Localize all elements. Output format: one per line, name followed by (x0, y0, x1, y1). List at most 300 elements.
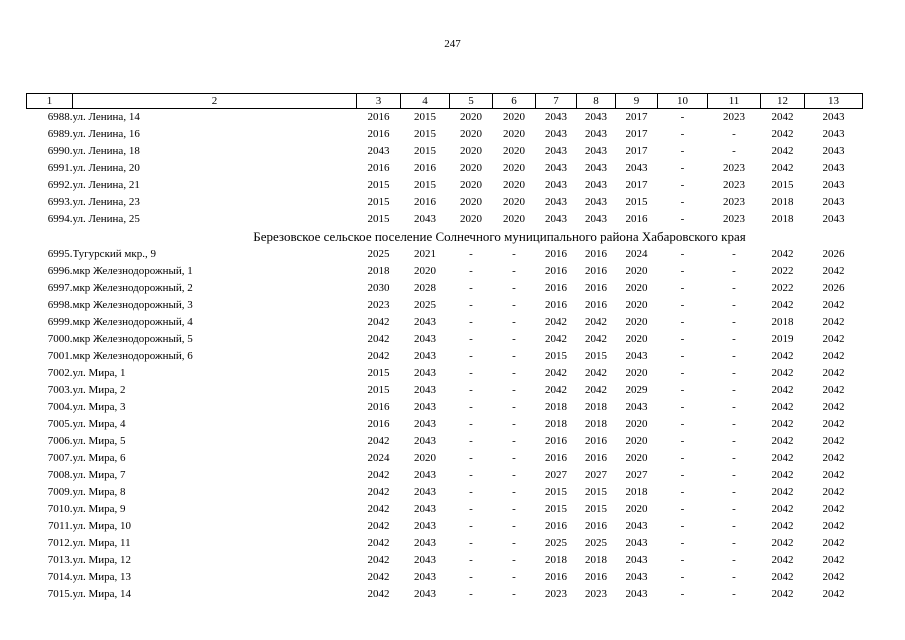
row-value: 2042 (585, 384, 607, 396)
row-value: 2043 (585, 128, 607, 140)
row-value: - (469, 282, 473, 294)
table-row (27, 194, 863, 211)
row-value: 2025 (367, 248, 390, 260)
row-value: 2042 (771, 384, 794, 396)
row-value: 2016 (367, 162, 390, 174)
row-value: - (512, 282, 516, 294)
table-row (27, 382, 863, 399)
table-row (27, 348, 863, 365)
row-value: 2023 (723, 213, 745, 225)
row-value: 2020 (460, 128, 482, 140)
row-address: ул. Мира, 8 (72, 486, 126, 498)
column-header: 3 (357, 94, 401, 109)
row-value: 2042 (771, 401, 794, 413)
row-number: 7000. (47, 333, 73, 345)
row-value: 2043 (414, 350, 436, 362)
row-number: 6992. (47, 179, 73, 191)
row-value: 2017 (625, 128, 648, 140)
row-address: Тугурский мкр., 9 (72, 248, 156, 260)
row-value: 2043 (414, 588, 436, 600)
row-address: ул. Мира, 1 (72, 367, 126, 379)
row-value: 2042 (367, 571, 390, 583)
table-row (27, 569, 863, 586)
row-value: 2042 (822, 503, 845, 515)
row-value: 2027 (545, 469, 567, 481)
row-value: 2018 (771, 196, 794, 208)
row-value: 2016 (585, 520, 607, 532)
row-value: 2042 (545, 367, 567, 379)
row-value: 2043 (367, 145, 390, 157)
row-value: - (680, 486, 685, 498)
row-number: 7005. (47, 418, 73, 430)
row-value: 2020 (625, 333, 648, 345)
row-value: 2043 (625, 401, 648, 413)
row-number: 7004. (47, 401, 73, 413)
row-value: 2043 (545, 162, 567, 174)
row-value: - (732, 282, 736, 294)
row-value: 2042 (771, 588, 794, 600)
row-number: 6999. (47, 316, 73, 328)
row-value: - (469, 554, 473, 566)
row-value: 2019 (771, 333, 794, 345)
row-value: 2042 (585, 316, 607, 328)
row-value: 2043 (585, 179, 607, 191)
row-value: 2043 (625, 537, 648, 549)
row-value: - (469, 418, 473, 430)
row-value: 2020 (460, 111, 482, 123)
row-value: - (469, 435, 473, 447)
row-value: 2042 (771, 350, 794, 362)
row-value: 2015 (414, 128, 436, 140)
row-value: 2018 (545, 401, 567, 413)
row-value: 2020 (460, 145, 482, 157)
row-value: 2042 (822, 299, 845, 311)
row-value: 2043 (625, 554, 648, 566)
row-value: 2042 (822, 537, 845, 549)
row-value: - (732, 384, 736, 396)
column-header: 9 (616, 94, 658, 109)
row-value: - (512, 418, 516, 430)
row-value: 2042 (585, 333, 607, 345)
row-value: - (680, 571, 685, 583)
row-value: - (469, 537, 473, 549)
row-value: 2042 (822, 469, 845, 481)
row-value: 2042 (367, 554, 390, 566)
row-value: - (469, 503, 473, 515)
row-value: 2016 (625, 213, 648, 225)
row-value: 2042 (822, 316, 845, 328)
row-value: 2020 (625, 282, 648, 294)
row-value: 2020 (460, 213, 482, 225)
column-header: 2 (73, 94, 357, 109)
row-value: - (512, 265, 516, 277)
row-number: 7009. (47, 486, 73, 498)
row-value: 2015 (367, 384, 390, 396)
row-address: ул. Ленина, 21 (72, 179, 140, 191)
column-header: 4 (401, 94, 450, 109)
row-number: 7002. (47, 367, 73, 379)
row-value: 2028 (414, 282, 436, 294)
row-number: 6995. (47, 248, 73, 260)
row-value: 2043 (822, 145, 845, 157)
row-value: 2043 (822, 213, 845, 225)
row-value: 2043 (414, 333, 436, 345)
row-value: 2042 (822, 486, 845, 498)
column-header: 8 (577, 94, 616, 109)
table-row (27, 535, 863, 552)
row-value: - (732, 350, 736, 362)
row-value: 2015 (367, 196, 390, 208)
row-value: 2015 (585, 486, 607, 498)
table-row (27, 314, 863, 331)
row-value: - (732, 248, 736, 260)
row-value: 2043 (414, 469, 436, 481)
row-address: ул. Ленина, 20 (72, 162, 140, 174)
table-row (27, 177, 863, 194)
section-title: Березовское сельское поселение Солнечного муниципального района Хабаровского края (253, 229, 746, 244)
row-address: ул. Мира, 12 (72, 554, 132, 566)
row-value: 2043 (585, 213, 607, 225)
row-value: 2015 (367, 179, 390, 191)
row-value: - (469, 350, 473, 362)
row-address: ул. Мира, 2 (72, 384, 126, 396)
row-value: - (732, 145, 736, 157)
row-value: - (512, 503, 516, 515)
row-number: 7014. (47, 571, 73, 583)
table-row (27, 263, 863, 280)
table-row (27, 586, 863, 603)
row-number: 7010. (47, 503, 73, 515)
row-value: 2017 (625, 111, 648, 123)
row-value: - (512, 588, 516, 600)
row-value: - (732, 367, 736, 379)
row-address: ул. Ленина, 25 (72, 213, 140, 225)
row-value: - (469, 486, 473, 498)
row-value: - (732, 469, 736, 481)
row-number: 6988. (47, 111, 73, 123)
row-value: - (680, 469, 685, 481)
row-value: 2015 (545, 350, 567, 362)
row-value: 2024 (367, 452, 390, 464)
row-value: - (680, 401, 685, 413)
row-value: 2043 (545, 128, 567, 140)
row-number: 7008. (47, 469, 73, 481)
row-address: мкр Железнодорожный, 5 (72, 333, 193, 345)
row-value: - (469, 333, 473, 345)
row-number: 7011. (48, 520, 73, 532)
row-number: 6993. (47, 196, 73, 208)
row-value: 2016 (585, 435, 607, 447)
row-value: - (680, 299, 685, 311)
row-value: - (512, 520, 516, 532)
row-value: - (512, 452, 516, 464)
row-value: 2043 (545, 145, 567, 157)
row-value: 2020 (503, 162, 525, 174)
row-value: 2016 (585, 265, 607, 277)
row-address: ул. Мира, 10 (72, 520, 132, 532)
row-value: 2043 (822, 179, 845, 191)
row-value: 2042 (771, 435, 794, 447)
row-value: 2016 (367, 111, 390, 123)
table-row (27, 518, 863, 535)
row-value: 2020 (625, 452, 648, 464)
row-value: - (512, 486, 516, 498)
row-value: 2043 (414, 316, 436, 328)
row-value: 2015 (771, 179, 794, 191)
row-number: 7012. (47, 537, 73, 549)
row-address: ул. Мира, 3 (72, 401, 126, 413)
row-value: 2043 (545, 213, 567, 225)
column-header: 11 (708, 94, 761, 109)
row-number: 7007. (47, 452, 73, 464)
row-value: 2016 (585, 248, 607, 260)
row-value: - (732, 401, 736, 413)
row-value: - (732, 316, 736, 328)
row-value: - (732, 588, 736, 600)
row-value: 2043 (625, 588, 648, 600)
row-value: 2042 (367, 350, 390, 362)
table-row (27, 211, 863, 228)
row-value: 2043 (414, 503, 436, 515)
row-value: - (469, 571, 473, 583)
row-value: - (732, 520, 736, 532)
row-value: 2026 (822, 248, 845, 260)
table-row (27, 297, 863, 314)
row-value: 2015 (414, 179, 436, 191)
row-value: - (469, 520, 473, 532)
row-value: 2020 (625, 299, 648, 311)
row-value: 2015 (545, 486, 567, 498)
row-value: 2043 (414, 384, 436, 396)
row-value: 2043 (625, 162, 648, 174)
row-value: - (512, 333, 516, 345)
row-value: 2020 (503, 213, 525, 225)
row-value: 2030 (367, 282, 390, 294)
row-number: 7006. (47, 435, 73, 447)
row-address: мкр Железнодорожный, 3 (72, 299, 193, 311)
row-value: 2023 (723, 179, 745, 191)
row-value: - (680, 418, 685, 430)
table-row (27, 552, 863, 569)
row-value: 2042 (822, 350, 845, 362)
row-value: 2016 (585, 452, 607, 464)
row-value: 2016 (414, 196, 436, 208)
row-address: мкр Железнодорожный, 4 (72, 316, 193, 328)
row-value: 2043 (585, 162, 607, 174)
table-row (27, 416, 863, 433)
table-row (27, 399, 863, 416)
row-value: - (512, 571, 516, 583)
row-value: 2042 (771, 418, 794, 430)
row-value: - (680, 520, 685, 532)
row-value: 2016 (414, 162, 436, 174)
row-value: 2043 (414, 213, 436, 225)
row-value: 2042 (771, 503, 794, 515)
row-value: 2018 (585, 401, 607, 413)
row-value: 2015 (585, 503, 607, 515)
row-value: 2042 (545, 333, 567, 345)
table-row (27, 501, 863, 518)
row-address: ул. Мира, 14 (72, 588, 132, 600)
row-value: 2042 (367, 520, 390, 532)
row-number: 6990. (47, 145, 73, 157)
row-value: - (469, 384, 473, 396)
row-value: 2042 (822, 367, 845, 379)
row-value: 2016 (585, 282, 607, 294)
row-value: 2018 (545, 418, 567, 430)
row-number: 6991. (47, 162, 73, 174)
table-row (27, 433, 863, 450)
row-value: 2020 (625, 316, 648, 328)
row-value: - (732, 486, 736, 498)
row-value: - (680, 265, 685, 277)
row-value: 2042 (822, 554, 845, 566)
row-value: 2026 (822, 282, 845, 294)
row-value: - (732, 299, 736, 311)
row-value: 2020 (460, 179, 482, 191)
row-value: 2042 (771, 537, 794, 549)
row-address: ул. Мира, 4 (72, 418, 126, 430)
row-value: - (680, 554, 685, 566)
table-body (27, 109, 863, 604)
column-header: 12 (761, 94, 805, 109)
row-value: 2042 (771, 571, 794, 583)
row-value: - (680, 282, 685, 294)
row-value: 2042 (367, 435, 390, 447)
row-value: - (680, 367, 685, 379)
table-row (27, 160, 863, 177)
table-row (27, 280, 863, 297)
row-value: 2042 (771, 248, 794, 260)
row-value: 2016 (367, 128, 390, 140)
row-value: 2043 (585, 111, 607, 123)
row-value: - (512, 401, 516, 413)
row-value: 2042 (822, 435, 845, 447)
row-value: 2022 (771, 282, 794, 294)
row-value: 2027 (585, 469, 607, 481)
row-value: 2015 (414, 111, 436, 123)
row-value: 2020 (503, 111, 525, 123)
row-address: ул. Ленина, 23 (72, 196, 140, 208)
row-value: 2020 (503, 145, 525, 157)
row-address: мкр Железнодорожный, 6 (72, 350, 193, 362)
row-value: 2017 (625, 145, 648, 157)
row-value: 2042 (771, 554, 794, 566)
row-value: 2042 (771, 367, 794, 379)
row-value: 2042 (367, 588, 390, 600)
row-value: 2023 (545, 588, 567, 600)
row-value: 2015 (367, 367, 390, 379)
row-number: 6994. (47, 213, 73, 225)
row-value: 2020 (503, 179, 525, 191)
row-value: 2018 (625, 486, 648, 498)
row-value: 2042 (771, 520, 794, 532)
row-value: - (680, 145, 685, 157)
row-value: 2043 (545, 179, 567, 191)
row-value: 2023 (723, 196, 745, 208)
row-value: - (732, 418, 736, 430)
row-value: 2042 (585, 367, 607, 379)
row-address: ул. Мира, 11 (72, 537, 131, 549)
row-value: 2021 (414, 248, 436, 260)
row-value: 2042 (822, 384, 845, 396)
row-value: - (680, 503, 685, 515)
row-value: 2043 (625, 571, 648, 583)
row-value: - (469, 299, 473, 311)
row-value: 2016 (545, 435, 567, 447)
row-value: 2020 (414, 452, 436, 464)
row-value: - (732, 333, 736, 345)
row-value: 2025 (585, 537, 607, 549)
row-number: 7013. (47, 554, 73, 566)
row-address: ул. Ленина, 16 (72, 128, 140, 140)
column-header: 10 (658, 94, 708, 109)
section-row (27, 228, 863, 246)
row-value: - (680, 248, 685, 260)
row-address: ул. Ленина, 14 (72, 111, 140, 123)
row-value: 2020 (414, 265, 436, 277)
row-value: 2016 (367, 401, 390, 413)
row-value: 2042 (367, 486, 390, 498)
row-value: - (680, 162, 685, 174)
row-value: - (512, 316, 516, 328)
row-value: 2018 (367, 265, 390, 277)
row-value: 2020 (625, 265, 648, 277)
row-value: 2023 (723, 111, 745, 123)
table-row (27, 450, 863, 467)
row-value: 2015 (625, 196, 648, 208)
row-value: 2042 (822, 418, 845, 430)
row-value: - (732, 571, 736, 583)
row-value: 2020 (625, 435, 648, 447)
row-value: 2020 (625, 367, 648, 379)
row-value: 2020 (625, 503, 648, 515)
row-value: 2043 (414, 486, 436, 498)
row-value: 2025 (414, 299, 436, 311)
row-value: 2043 (414, 554, 436, 566)
row-value: 2016 (367, 418, 390, 430)
row-number: 6997. (47, 282, 73, 294)
row-value: - (732, 452, 736, 464)
row-value: 2043 (822, 162, 845, 174)
table-row (27, 331, 863, 348)
table-row (27, 246, 863, 263)
row-value: - (512, 367, 516, 379)
row-value: 2020 (625, 418, 648, 430)
row-value: 2018 (585, 418, 607, 430)
row-value: 2042 (771, 145, 794, 157)
table-row (27, 365, 863, 382)
row-value: - (512, 384, 516, 396)
row-value: - (680, 213, 685, 225)
row-address: ул. Мира, 9 (72, 503, 126, 515)
row-value: - (732, 554, 736, 566)
row-value: 2043 (414, 537, 436, 549)
row-value: 2043 (414, 367, 436, 379)
row-value: 2043 (414, 435, 436, 447)
row-value: - (469, 452, 473, 464)
row-value: 2043 (545, 196, 567, 208)
row-value: 2018 (585, 554, 607, 566)
row-value: - (680, 435, 685, 447)
row-address: ул. Мира, 13 (72, 571, 132, 583)
row-value: 2042 (771, 128, 794, 140)
row-value: 2042 (822, 571, 845, 583)
row-value: 2043 (414, 520, 436, 532)
table-row (27, 143, 863, 160)
row-value: 2016 (585, 299, 607, 311)
row-value: 2016 (545, 452, 567, 464)
